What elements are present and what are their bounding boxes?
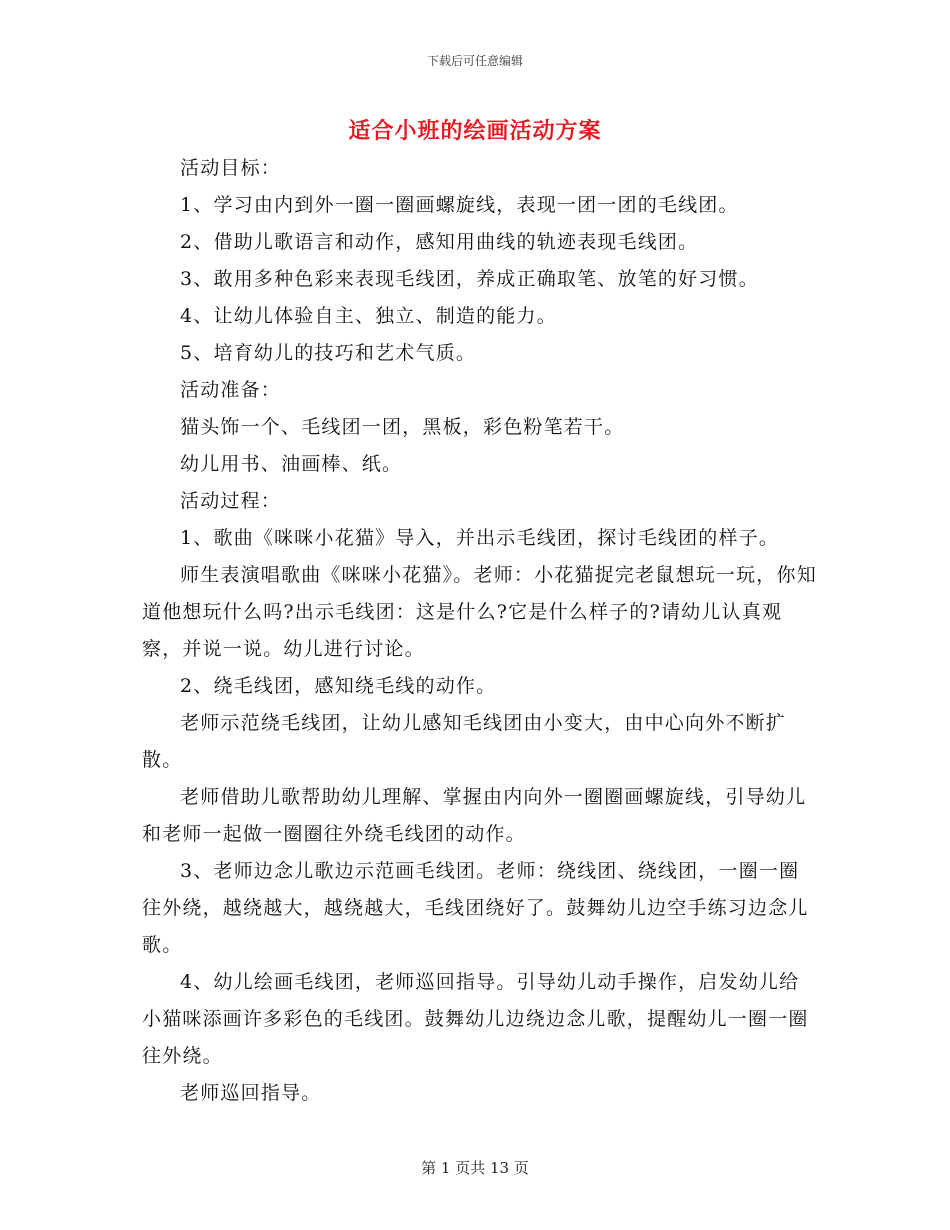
paragraph: 幼儿用书、油画棒、纸。	[180, 453, 403, 475]
paragraph: 2、绕毛线团，感知绕毛线的动作。	[180, 675, 497, 697]
paragraph: 活动准备：	[180, 379, 282, 401]
paragraph: 1、学习由内到外一圈一圈画螺旋线，表现一团一团的毛线团。	[180, 194, 739, 216]
document-body	[142, 150, 818, 1112]
paragraph: 4、幼儿绘画毛线团，老师巡回指导。引导幼儿动手操作，启发幼儿给小猫咪添画许多彩色的毛线团。鼓舞幼儿边绕边念儿歌，提醒幼儿一圈一圈往外绕。	[142, 971, 809, 1067]
paragraph: 活动目标：	[180, 157, 282, 179]
paragraph: 老师借助儿歌帮助幼儿理解、掌握由内向外一圈圈画螺旋线，引导幼儿和老师一起做一圈圈往外绕毛线团的动作。	[142, 786, 807, 845]
paragraph: 3、敢用多种色彩来表现毛线团，养成正确取笔、放笔的好习惯。	[180, 268, 759, 290]
page-header: 下载后可任意编辑	[426, 54, 523, 68]
paragraph: 活动过程：	[180, 490, 282, 512]
page-footer: 第 1 页共 13 页	[421, 1159, 529, 1177]
document-title: 适合小班的绘画活动方案	[348, 118, 602, 144]
paragraph: 老师巡回指导。	[180, 1082, 322, 1104]
paragraph: 师生表演唱歌曲《咪咪小花猫》。老师：小花猫捉完老鼠想玩一玩，你知道他想玩什么吗?出示毛线团：这是什么?它是什么样子的?请幼儿认真观察，并说一说。幼儿进行讨论。	[142, 564, 817, 660]
paragraph: 3、老师边念儿歌边示范画毛线团。老师：绕线团、绕线团，一圈一圈往外绕，越绕越大，越绕越大，毛线团绕好了。鼓舞幼儿边空手练习边念儿歌。	[142, 860, 809, 956]
paragraph: 5、培育幼儿的技巧和艺术气质。	[180, 342, 477, 364]
paragraph: 老师示范绕毛线团，让幼儿感知毛线团由小变大，由中心向外不断扩散。	[142, 712, 787, 771]
paragraph: 2、借助儿歌语言和动作，感知用曲线的轨迹表现毛线团。	[180, 231, 699, 253]
paragraph: 4、让幼儿体验自主、独立、制造的能力。	[180, 305, 557, 327]
paragraph: 1、歌曲《咪咪小花猫》导入，并出示毛线团，探讨毛线团的样子。	[180, 527, 780, 549]
paragraph: 猫头饰一个、毛线团一团，黑板，彩色粉笔若干。	[180, 416, 625, 438]
